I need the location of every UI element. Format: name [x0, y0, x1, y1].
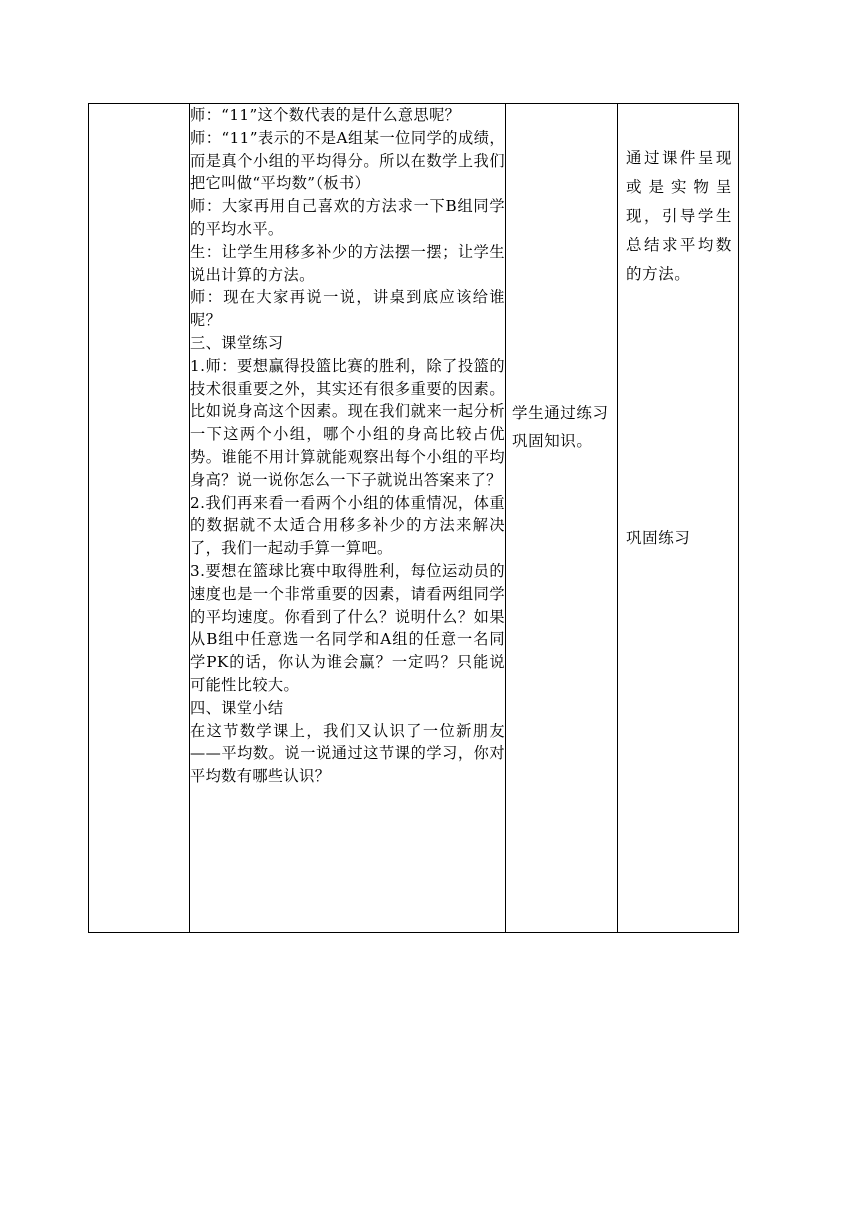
section-heading: 三、课堂练习 [190, 333, 284, 352]
process-paragraph: 师：大家再用自己喜欢的方法求一下B组同学的平均水平。 [190, 197, 505, 238]
process-paragraph: 3.要想在篮球比赛中取得胜利，每位运动员的速度也是一个非常重要的因素，请看两组同学的平均速度。你看到了什么？说明什么？如果从B组中任意选一名同学和A组的任意一名同学PK的话，你认为谁会赢？一定吗？只能说可能性比较大。 [190, 561, 505, 694]
student-activity-cell [506, 104, 618, 933]
stage-cell [89, 104, 190, 933]
process-paragraph: 2.我们再来看一看两个小组的体重情况，体重的数据就不太适合用移多补少的方法来解决了，我们一起动手算一算吧。 [190, 493, 505, 558]
student-activity-text: 学生通过练习巩固知识。 [512, 404, 609, 450]
process-paragraph: 师：“11”这个数代表的是什么意思呢？ [190, 106, 461, 124]
design-intent-text: 通过课件呈现或是实物呈现，引导学生总结求平均数的方法。 [626, 149, 732, 283]
section-heading: 四、课堂小结 [190, 698, 284, 717]
process-paragraph: 生：让学生用移多补少的方法摆一摆；让学生说出计算的方法。 [190, 242, 505, 284]
table-row [89, 104, 739, 933]
lesson-plan-table [88, 103, 739, 933]
process-paragraph: 师：“11”表示的不是A组某一位同学的成绩，而是真个小组的平均得分。所以在数学上我们把它叫做“平均数”（板书） [190, 128, 505, 193]
process-paragraph: 1.师：要想赢得投篮比赛的胜利，除了投篮的技术很重要之外，其实还有很多重要的因素。比如说身高这个因素。现在我们就来一起分析一下这两个小组，哪个小组的身高比较占优势。谁能不用计算就能观察出每个小组的平均身高？说一说你怎么一下子就说出答案来了？ [190, 356, 505, 489]
teaching-process-cell [190, 104, 506, 933]
process-paragraph: 在这节数学课上，我们又认识了一位新朋友——平均数。说一说通过这节课的学习，你对平均数有哪些认识？ [190, 721, 505, 786]
design-intent-cell [618, 104, 739, 933]
design-intent-practice: 巩固练习 [626, 529, 691, 547]
process-paragraph: 师：现在大家再说一说，讲桌到底应该给谁呢？ [190, 288, 505, 330]
